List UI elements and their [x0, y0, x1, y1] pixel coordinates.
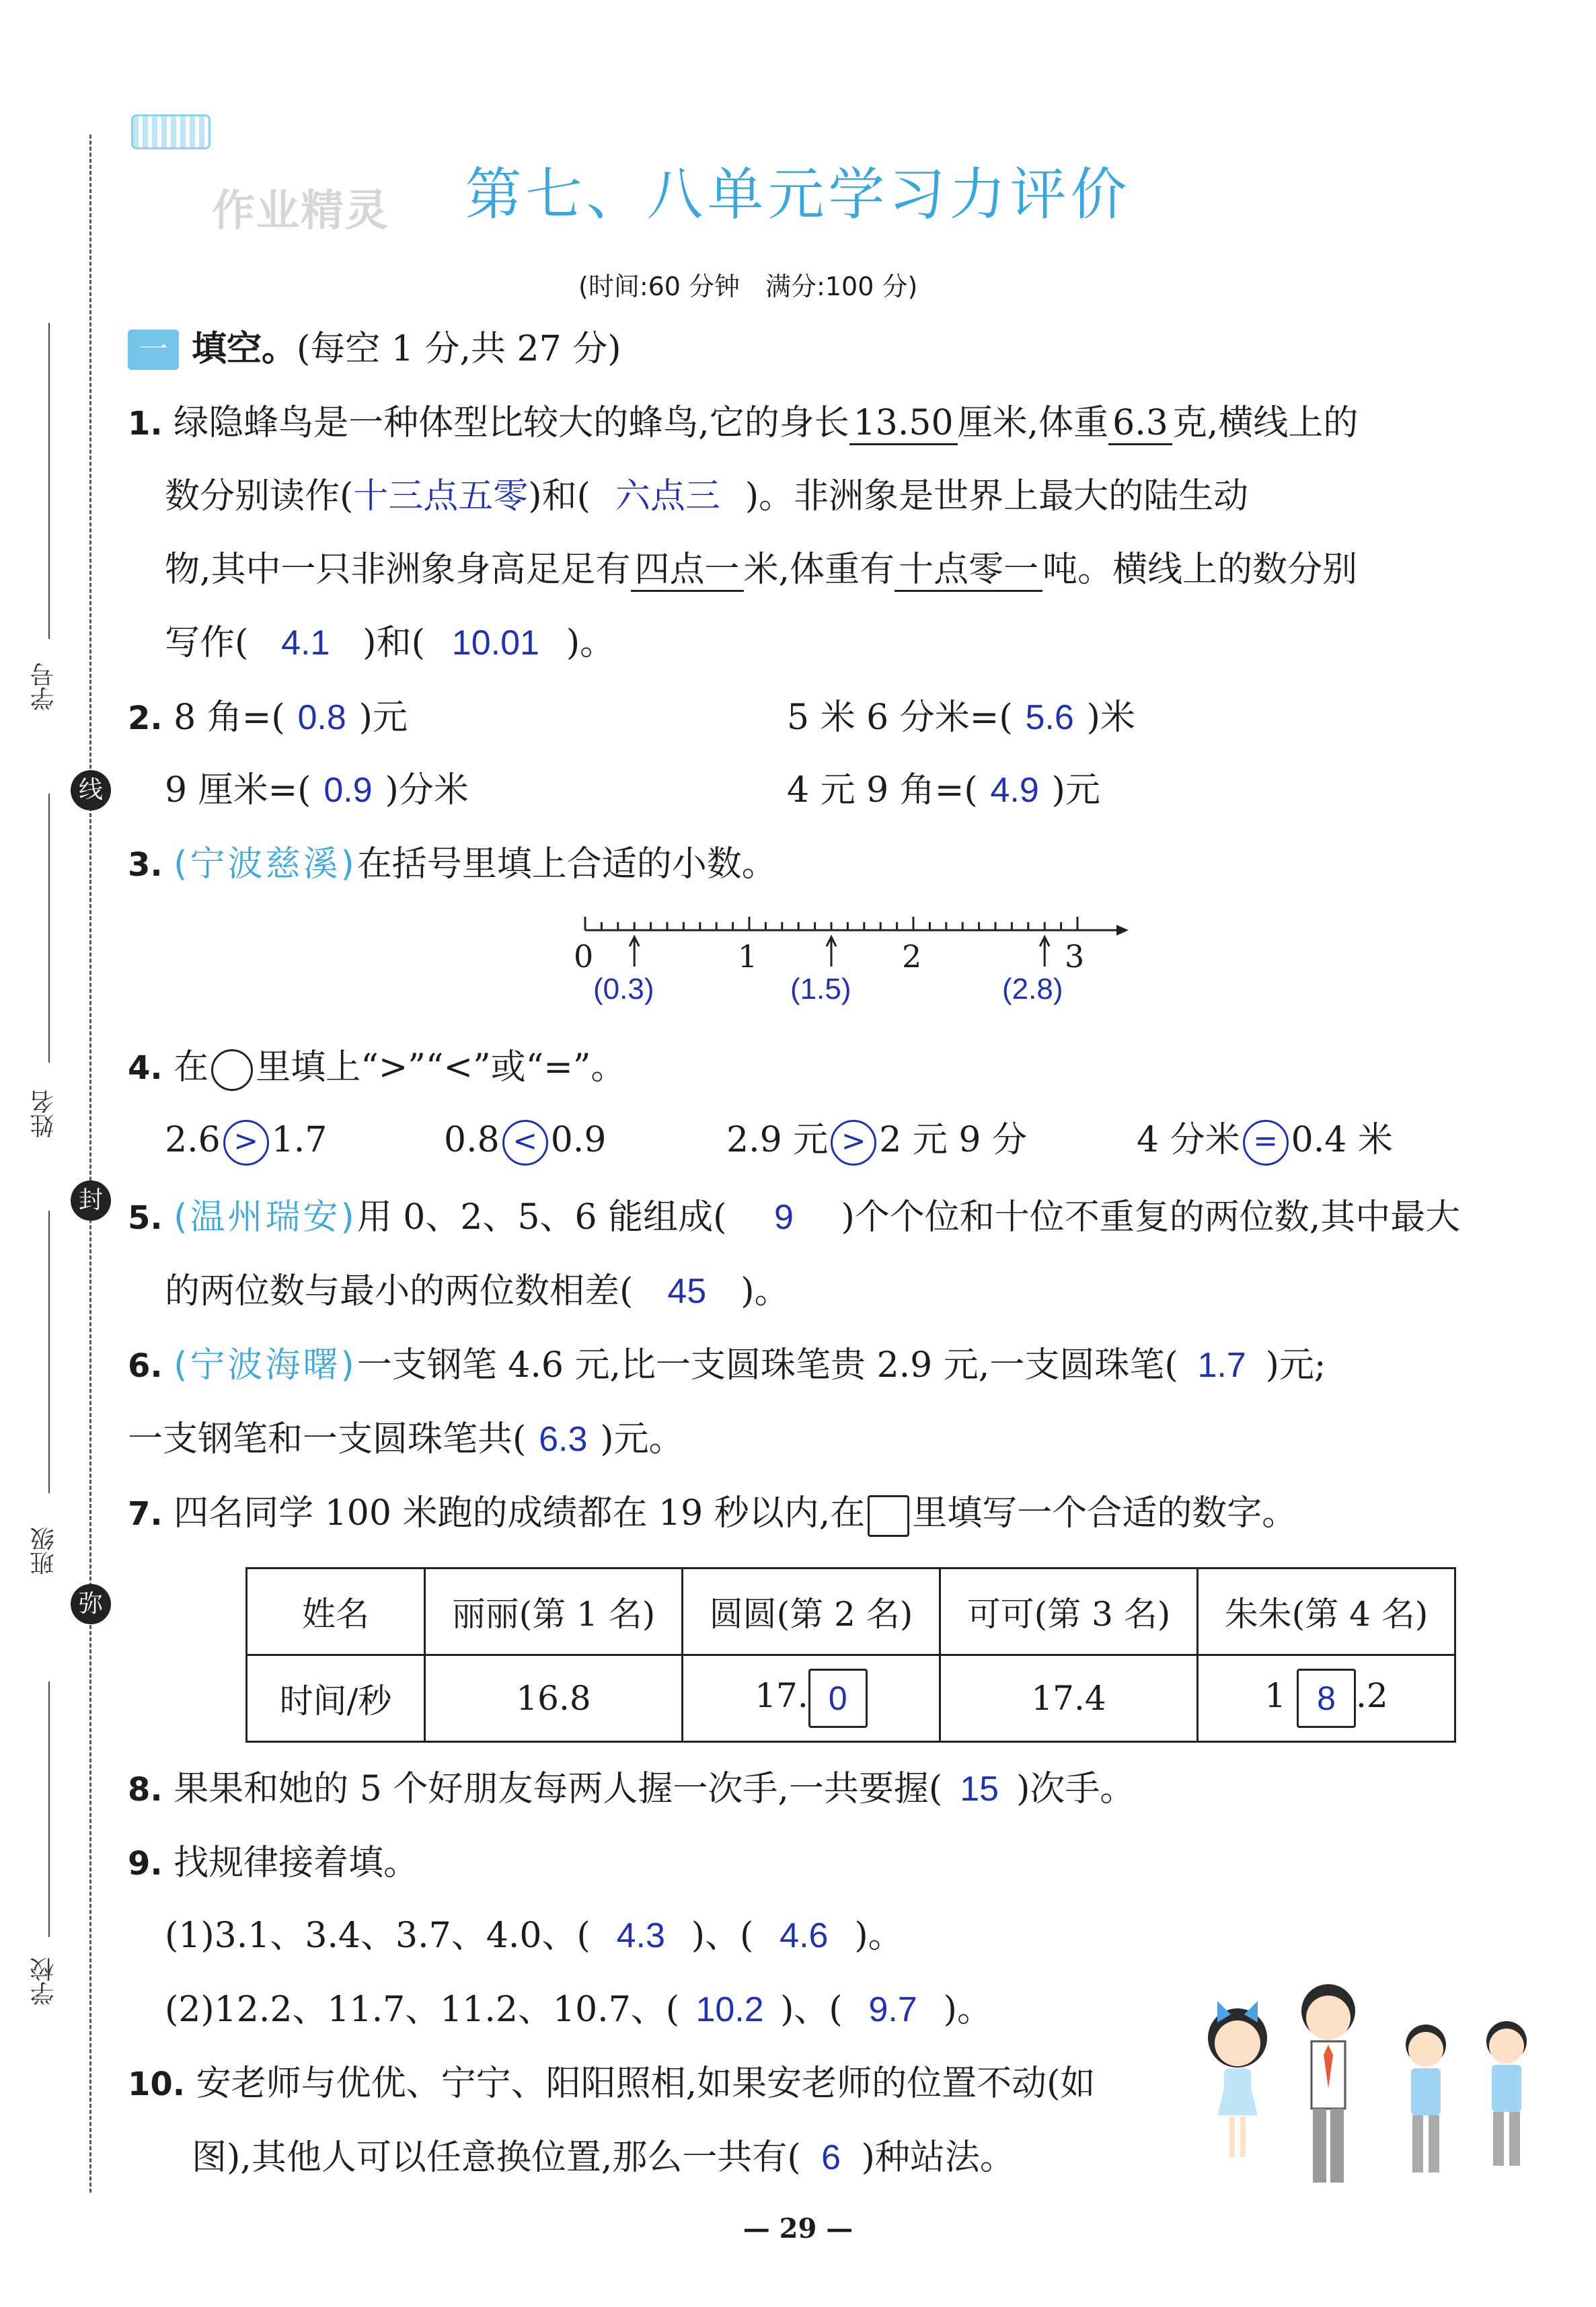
margin-label-name: 姓名: [30, 1090, 58, 1138]
q6-answer-2[interactable]: 6.3: [539, 1420, 588, 1459]
q1-text: 吨。横线上的数分别: [1042, 550, 1358, 590]
q10-text: )种站法。: [861, 2138, 1015, 2178]
q2-answer-1[interactable]: 0.8: [297, 698, 346, 737]
q7-text: 四名同学 100 米跑的成绩都在 19 秒以内,在: [174, 1493, 866, 1534]
q9-answer-3[interactable]: 10.2: [695, 1990, 764, 2029]
q2-answer-3[interactable]: 0.9: [324, 771, 373, 810]
q7-text: 里填写一个合适的数字。: [912, 1493, 1297, 1534]
grid-badge-icon: [131, 114, 211, 149]
q8-line: [128, 1766, 1135, 1813]
margin-blank-line-1: [48, 323, 50, 639]
time-answer-box-1[interactable]: 0: [808, 1669, 868, 1728]
q6-line-1: [128, 1342, 1326, 1390]
q5-text: 的两位数与最小的两位数相差(: [165, 1271, 634, 1312]
q10-text: 图),其他人可以任意换位置,那么一共有(: [192, 2138, 801, 2178]
page-subtitle: (时间:60 分钟 满分:100 分): [578, 272, 918, 301]
time-cell-2: 17. 0: [683, 1655, 940, 1742]
number-line-arrow-icon: [630, 937, 639, 967]
q1-text: 数分别读作(: [165, 476, 354, 517]
margin-blank-line-3: [48, 1211, 50, 1493]
q5-text: )个个位和十位不重复的两位数,其中最大: [841, 1197, 1461, 1238]
time-cell-1: 16.8: [425, 1655, 683, 1742]
q4-answer-4[interactable]: =: [1243, 1120, 1289, 1166]
time-answer-box-2[interactable]: 8: [1297, 1669, 1356, 1728]
q10-line-2: [192, 2134, 1015, 2181]
q1-answer-1[interactable]: 十三点五零: [353, 477, 529, 516]
q9-number: 9.: [128, 1845, 163, 1883]
table-row: [247, 1655, 1455, 1742]
q9-answer-2[interactable]: 4.6: [780, 1916, 829, 1955]
q1-answer-4[interactable]: 10.01: [451, 623, 539, 663]
number-line-label-2: 2: [902, 938, 922, 975]
girl-figure: [1208, 2001, 1267, 2157]
q10-answer[interactable]: 6: [821, 2138, 841, 2177]
q1-underlined-weight: 6.3: [1108, 403, 1172, 445]
q1-underlined-tons: 十点零一: [895, 550, 1042, 592]
table-header-cell: 姓名: [247, 1568, 425, 1655]
q6-source: (宁波海曙): [174, 1345, 357, 1386]
q4-text: 在: [174, 1047, 209, 1088]
q3-number: 3.: [128, 846, 163, 884]
square-placeholder-icon: [868, 1495, 909, 1537]
q10-number: 10.: [128, 2066, 186, 2103]
number-line-arrow-icon: [827, 937, 836, 967]
children-photo-illustration: [1197, 1974, 1547, 2196]
q1-text: 物,其中一只非洲象身高足足有: [165, 550, 631, 590]
q2-number: 2.: [128, 699, 163, 737]
q1-text: )和(: [528, 476, 591, 517]
q5-text: 用 0、2、5、6 能组成(: [356, 1197, 727, 1238]
table-header-cell: 朱朱(第 4 名): [1198, 1568, 1455, 1655]
q7-number: 7.: [128, 1495, 163, 1533]
q2-line-2: [165, 767, 469, 814]
table-header-cell: 圆圆(第 2 名): [683, 1568, 940, 1655]
q3-line: [128, 841, 777, 888]
q2-line-1b: [787, 694, 1135, 741]
q2-text: )分米: [385, 770, 469, 810]
q2-text: )元: [1051, 770, 1100, 810]
q1-line-4: [165, 619, 615, 667]
q4-text: 里填上“>”“<”或“=”。: [256, 1047, 626, 1088]
q2-text: )米: [1086, 697, 1135, 738]
q3-source: (宁波慈溪): [174, 844, 357, 884]
q9-answer-4[interactable]: 9.7: [868, 1990, 917, 2029]
q4-item-3: 2.9 元 > 2 元 9 分: [726, 1117, 1027, 1166]
row-label: 时间/秒: [247, 1655, 425, 1742]
q9-seq-2: [165, 1986, 992, 2033]
margin-label-school: 学校: [30, 1957, 58, 2006]
number-line-arrow-icon: [1040, 937, 1049, 967]
q4-number: 4.: [128, 1049, 163, 1087]
q9-text: )。: [943, 1990, 992, 2030]
q2-text: 4 元 9 角=(: [787, 770, 978, 810]
q6-text: )元。: [600, 1419, 684, 1460]
time-cell-4: 1 8 .2: [1198, 1655, 1455, 1742]
number-line-label-0: 0: [574, 938, 594, 975]
q5-number: 5.: [128, 1199, 163, 1237]
q1-text: 绿隐蜂鸟是一种体型比较大的蜂鸟,它的身长: [174, 403, 849, 443]
q9-text: 找规律接着填。: [174, 1843, 419, 1883]
q8-answer[interactable]: 15: [960, 1770, 999, 1809]
q9-text: )、(: [780, 1990, 843, 2030]
q5-source: (温州瑞安): [174, 1197, 357, 1238]
q2-text: 9 厘米=(: [165, 770, 311, 810]
race-time-table: [245, 1567, 1456, 1743]
section-badge: 一: [128, 330, 179, 370]
number-line-label-3: 3: [1065, 938, 1085, 975]
number-line-label-1: 1: [738, 938, 758, 975]
q9-text: (1)3.1、3.4、3.7、4.0、(: [165, 1916, 591, 1956]
q1-text: )。非洲象是世界上最大的陆生动: [745, 476, 1249, 517]
q1-text: )和(: [363, 623, 425, 663]
watermark: 作业精灵: [212, 186, 389, 236]
q7-line: [128, 1490, 1297, 1538]
page-number: — 29 —: [743, 2213, 853, 2244]
seal-mark-line: 线: [71, 770, 111, 810]
q1-text: 厘米,体重: [957, 403, 1109, 443]
q2-line-2b: [787, 767, 1100, 814]
margin-blank-line-2: [48, 794, 50, 1063]
time-cell-3: 17.4: [940, 1655, 1198, 1742]
table-header-row: [247, 1568, 1455, 1655]
q1-text: 米,体重有: [743, 550, 895, 590]
q9-text: )、(: [691, 1916, 754, 1956]
q6-line-2: [128, 1416, 684, 1463]
q10-line-1: [128, 2060, 1095, 2108]
section-title: 填空。: [192, 329, 297, 369]
q8-number: 8.: [128, 1771, 163, 1809]
q9-text: (2)12.2、11.7、11.2、10.7、(: [165, 1990, 680, 2030]
q9-answer-1[interactable]: 4.3: [616, 1916, 665, 1955]
q2-answer-2[interactable]: 5.6: [1025, 698, 1074, 737]
q5-answer-2[interactable]: 45: [667, 1272, 707, 1311]
q1-underlined-height: 四点一: [631, 550, 744, 592]
q1-answer-2[interactable]: 六点三: [615, 477, 720, 516]
q1-text: )。: [566, 623, 615, 663]
q4-answer-1[interactable]: >: [223, 1120, 269, 1166]
q4-answer-2[interactable]: <: [502, 1120, 548, 1166]
number-line-answer-2[interactable]: (1.5): [790, 973, 851, 1006]
q2-text: 5 米 6 分米=(: [787, 697, 1013, 738]
table-header-cell: 丽丽(第 1 名): [425, 1568, 683, 1655]
circle-placeholder-icon: [211, 1049, 253, 1091]
margin-label-class: 班级: [30, 1527, 58, 1575]
q1-text: 写作(: [165, 623, 249, 663]
teacher-figure: [1301, 1984, 1355, 2183]
q1-line-2: [165, 473, 1248, 520]
section-note: (每空 1 分,共 27 分): [297, 329, 621, 369]
q9-seq-1: [165, 1912, 903, 1959]
seal-mark-seal: 封: [71, 1180, 111, 1221]
page-title: 第七、八单元学习力评价: [465, 161, 1131, 227]
number-line-answer-1[interactable]: (0.3): [593, 973, 654, 1006]
section-heading: [192, 326, 621, 373]
q4-item-1: 2.6 > 1.7: [165, 1117, 327, 1166]
q4-line: [128, 1044, 625, 1092]
q9-line: [128, 1840, 418, 1887]
table-header-cell: 可可(第 3 名): [940, 1568, 1198, 1655]
seal-mark-sealed: 弥: [71, 1584, 111, 1624]
q5-answer-1[interactable]: 9: [773, 1198, 794, 1237]
q6-text: 一支钢笔和一支圆珠笔共(: [128, 1419, 527, 1460]
q1-answer-3[interactable]: 4.1: [281, 623, 330, 663]
q10-text: 安老师与优优、宁宁、阳阳照相,如果安老师的位置不动(如: [196, 2064, 1096, 2104]
q1-text: 克,横线上的: [1172, 403, 1359, 443]
q6-number: 6.: [128, 1347, 163, 1385]
q2-line-1: [128, 694, 408, 742]
boy-figure-2: [1486, 2021, 1527, 2166]
q4-item-2: 0.8 < 0.9: [444, 1117, 606, 1166]
q1-line-1: [128, 400, 1358, 447]
boy-figure-1: [1406, 2025, 1446, 2172]
margin-blank-line-4: [48, 1681, 50, 1937]
q1-number: 1.: [128, 405, 163, 443]
q6-answer-1[interactable]: 1.7: [1197, 1346, 1246, 1385]
q4-answer-3[interactable]: >: [831, 1120, 876, 1166]
q3-text: 在括号里填上合适的小数。: [356, 844, 777, 884]
q2-text: )元: [358, 697, 408, 738]
q1-line-3: [165, 546, 1357, 593]
q6-text: )元;: [1265, 1345, 1326, 1386]
number-line-answer-3[interactable]: (2.8): [1002, 973, 1063, 1006]
q8-text: )次手。: [1016, 1769, 1135, 1809]
q8-text: 果果和她的 5 个好朋友每两人握一次手,一共要握(: [174, 1769, 943, 1809]
q6-text: 一支钢笔 4.6 元,比一支圆珠笔贵 2.9 元,一支圆珠笔(: [356, 1345, 1178, 1386]
q1-underlined-length: 13.50: [849, 403, 958, 445]
q4-item-4: 4 分米 = 0.4 米: [1137, 1117, 1393, 1166]
q5-text: )。: [740, 1271, 790, 1312]
q5-line-2: [165, 1268, 790, 1315]
margin-label-student-id: 学号: [30, 663, 58, 711]
q2-answer-4[interactable]: 4.9: [990, 771, 1039, 810]
q2-text: 8 角=(: [174, 697, 285, 738]
q9-text: )。: [854, 1916, 903, 1956]
q5-line-1: [128, 1194, 1460, 1242]
binding-dashed-line: [89, 135, 91, 2193]
